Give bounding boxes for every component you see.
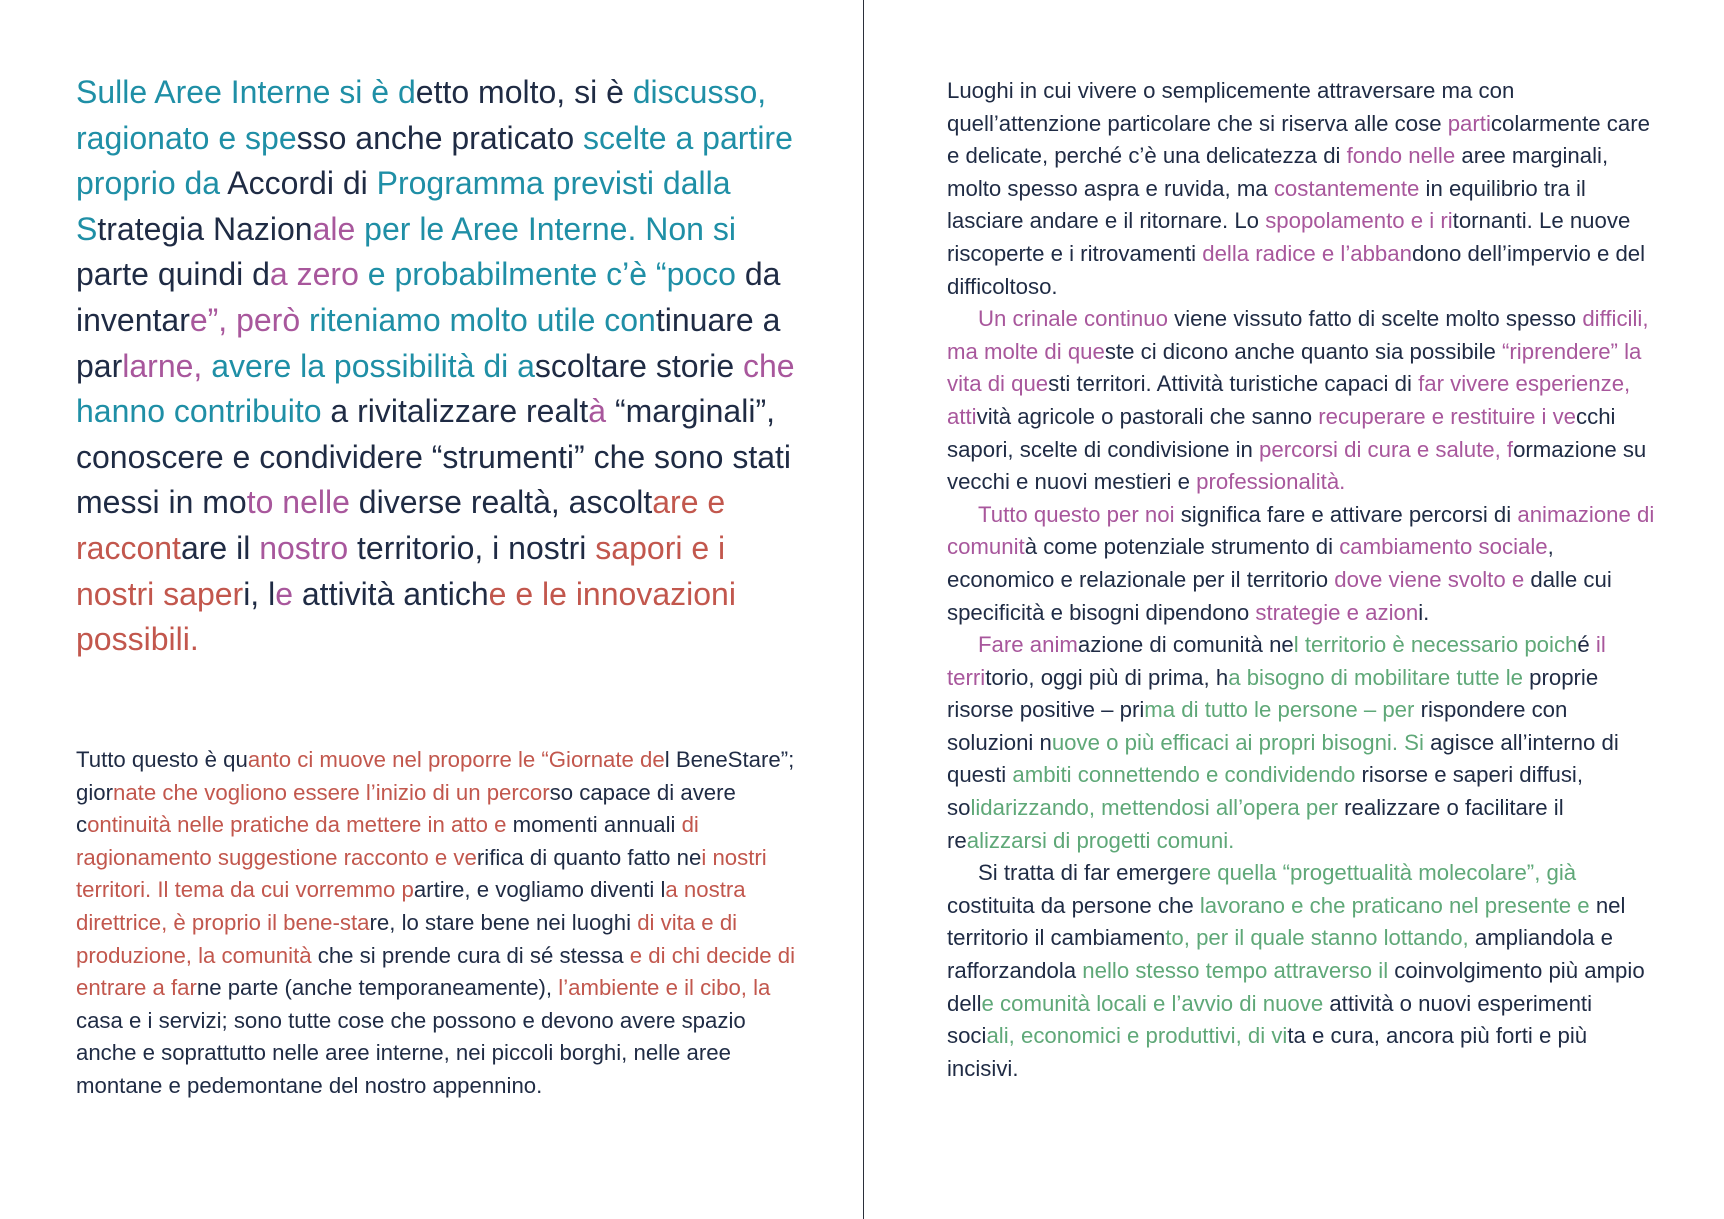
body-text: ambiti connettendo e condividendo [1012,762,1362,788]
lead-text: per le Aree Interne. Non si [364,210,736,247]
body-text: i nostri territori. Il tema da cui vorremmo p [76,844,767,903]
lead-text: scelte a partire proprio da [76,119,793,202]
body-text: rifica di quanto fatto ne [476,844,702,870]
body-text: proprie risorse positive – pri [947,664,1599,723]
lead-text: hanno contribuito [76,393,331,430]
body-text: a bisogno di mobilitare tutte le [1228,664,1530,690]
body-text: tornanti. Le nuove riscoperte e i ritrovamenti [947,208,1631,266]
body-text: “riprendere” la vita di que [947,338,1642,397]
lead-text: diverse realtà, ascolt [358,484,653,521]
body-text: animazione di comunit [947,501,1655,560]
lead-text: “marginali”, conoscere e condividere “strumenti” che sono stati messi in mo [76,393,792,521]
body-text: attività o nuovi esperimenti soci [947,990,1593,1049]
body-text: cambiamento sociale [1339,534,1548,560]
lead-text: nostro [259,529,358,566]
body-text: strategie e azion [1255,599,1419,625]
body-text: nel territorio il cambiamen [947,892,1626,951]
lead-text: tinuare a par [76,301,781,384]
body-text: e comunità locali e l’avvio di nuove [981,990,1330,1016]
body-text: percorsi di cura e salute, f [1259,436,1514,462]
body-text: i. [1418,599,1430,625]
body-text: re, lo stare bene nei luoghi [369,909,638,935]
lead-text: trategia Nazion [97,210,313,247]
body-text: dove viene svolto e [1334,566,1531,592]
lead-text: discusso, ragionato e spe [76,74,767,156]
lead-text: à [588,393,615,430]
body-text: in equilibrio tra il lasciare andare e il ritornare. Lo [947,175,1586,234]
body-text: ali, economici e produttivi, di vi [986,1023,1288,1049]
body-text: parti [1447,110,1491,136]
body-text: recuperare e restituire i ve [1318,403,1577,429]
body-text: spopolamento e i ri [1265,208,1453,234]
lead-text: etto molto, si è [415,74,633,110]
left-body-paragraph [76,744,796,1103]
lead-text: Programma previsti dalla S [76,165,731,247]
lead-text: a rivitalizzare realt [330,393,589,430]
body-text: Tutto questo per noi [978,501,1181,527]
body-text: agisce all’interno di questi [947,729,1619,788]
lead-text: territorio, i nostri [357,529,596,566]
body-text: ta [1287,1023,1313,1049]
body-text: e cura, ancora più forti e più incisivi. [947,1023,1588,1081]
lead-text: sapori e i nostri saper [76,529,726,612]
body-text: significa fare e attivare percorsi di [1180,501,1518,527]
body-text: e di chi decide di entrare a far [76,942,796,1001]
right-paragraph-5 [947,857,1657,1085]
lead-text: a zero [269,256,368,293]
body-text: casa e i servizi; sono tutte cose che possono e devono avere spazio anche e soprattutto nelle aree interne, nei piccoli borghi, nelle aree montane e pedemontane del nostro appennino. [76,1007,746,1098]
body-text: della radice e l’abban [1202,240,1412,266]
lead-text: e”, però [189,301,310,338]
right-page [864,0,1724,1219]
lead-text: scoltare storie [534,347,743,384]
body-text: sti territori. Attività turistiche capaci di [1048,371,1419,397]
right-paragraph-1 [947,75,1657,303]
right-paragraph-2 [947,303,1657,499]
lead-text: e probabilmente c’è “poco [367,256,745,293]
body-text: realizzare o facilitare il re [947,795,1564,853]
lead-text: avere la possibilità di a [211,347,535,384]
body-text: coinvolgimento più ampio dell [947,958,1645,1016]
body-text: a nostra direttrice, è proprio il bene-sta [76,877,746,935]
body-text: ste ci dicono anche quanto sia possibile [1104,338,1503,364]
body-text: nate che vogliono essere l’inizio di un percor [113,779,550,805]
body-text: lavorano e che praticano nel presente e [1199,892,1596,918]
lead-text: ale [312,210,365,247]
lead-text: are e raccont [76,484,726,566]
body-text: momenti annuali [512,812,682,838]
lead-text: che [743,347,795,384]
body-text: fondo nelle [1346,143,1462,169]
body-text: to, per il quale stanno lottando, [1165,925,1475,951]
body-text: artire, e vogliamo diventi l [413,877,666,903]
lead-text: riteniamo molto utile con [309,301,656,338]
body-text: cchi sapori, scelte di condivisione in [947,403,1616,462]
body-text: il terri [947,632,1606,690]
lead-text: Accordi di [227,165,377,202]
body-text: Fare anim [978,632,1078,658]
body-text: colarmente care e delicate, perché c’è una delicatezza di [947,110,1650,169]
lead-text: e e le innovazioni possibili. [76,575,736,658]
body-text: torio, oggi più di prima, h [985,664,1229,690]
body-text: dono dell’impervio e del difficoltoso. [947,240,1646,299]
body-text: à come potenziale strumento di [1024,534,1340,560]
right-body [947,75,1657,1085]
body-text: l’ambiente e il cibo, la [558,975,771,1001]
body-text: azione di comunità ne [1077,632,1294,658]
body-text: ne parte (anche temporaneamente), [196,975,559,1001]
body-text: l territorio è necessario poich [1293,632,1578,658]
lead-text: parte quindi d [76,256,270,293]
body-text: é [1577,632,1596,658]
body-text: ontinuità nelle pratiche da mettere in atto e [87,812,513,838]
body-text: ma di tutto le persone – per [1144,697,1421,723]
lead-text: larne, [122,347,212,384]
lead-text: da inventar [76,256,781,338]
body-text: Si tratta di far emerge [978,860,1192,886]
body-text: Tutto questo è qu [76,747,248,772]
body-text: Un crinale continuo [978,306,1175,332]
body-text: rispondere con soluzioni n [947,697,1568,755]
body-text: far vivere esperienze, atti [947,371,1631,429]
body-text: professionalità. [1196,469,1346,495]
body-text: ormazione su vecchi e nuovi mestieri e [947,436,1647,495]
lead-text: are il [180,529,260,566]
body-text: so capace di avere c [76,779,736,838]
body-text: lidarizzando, mettendosi all’opera per [970,795,1345,821]
body-text: costantemente [1273,175,1426,201]
body-text: ampliandola e rafforzandola [947,925,1614,984]
body-text: uove o più efficaci ai propri bisogni. Si [1051,729,1431,755]
body-text: vità agricole o pastorali che sanno [976,403,1319,429]
body-text: che si prende cura di sé stessa [317,942,630,968]
body-text: l BeneStare”; gior [76,747,795,805]
body-text: Luoghi in cui vivere o semplicemente attraversare ma con quell’attenzione particolare che si riserva alle cose [947,78,1515,136]
body-text: alizzarsi di progetti comuni. [966,827,1235,853]
body-text: costituita da persone che [947,892,1200,918]
body-text: dalle cui specificità e bisogni dipendono [947,566,1612,625]
body-text: di ragionamento suggestione racconto e ve [76,812,699,870]
lead-paragraph [76,70,796,663]
lead-text: i, l [243,575,276,612]
body-text: anto ci muove nel proporre le “Giornate de [247,747,665,772]
body-text: viene vissuto fatto di scelte molto spesso [1174,306,1583,332]
lead-text: to nelle [246,484,359,521]
body-text: difficili, ma molte di que [947,306,1649,364]
right-paragraph-4 [947,629,1657,857]
lead-text: Sulle Aree Interne si è d [76,74,416,110]
body-text: aree marginali, molto spesso aspra e ruvida, ma [947,143,1609,201]
body-text: risorse e saperi diffusi, so [947,762,1584,821]
right-paragraph-3 [947,499,1657,629]
body-text: , economico e relazionale per il territorio [947,534,1554,592]
body-text: nello stesso tempo attraverso il [1082,958,1395,984]
lead-text: sso anche praticato [296,119,583,156]
lead-text: e [275,575,302,612]
body-text: di vita e di produzione, la comunità [76,909,738,968]
lead-text: attività antich [301,575,489,612]
body-text: re quella “progettualità molecolare”, già [1191,860,1577,886]
